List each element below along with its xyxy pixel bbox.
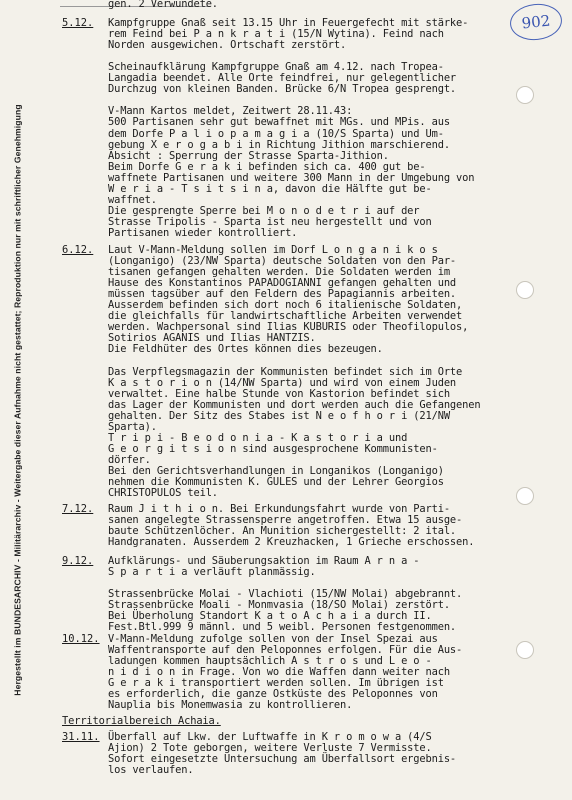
- text-line: los verlaufen.: [108, 764, 194, 777]
- text-line: Laut V-Mann-Meldung sollen im Dorf L o n g a n i k o s: [108, 244, 438, 256]
- page-number-stamp: [508, 1, 563, 42]
- text-line: (Longanigo) (23/NW Sparta) deutsche Soldaten von den Par-: [108, 255, 457, 268]
- text-line: 500 Partisanen sehr gut bewaffnet mit MGs. und MPis. aus: [108, 116, 450, 129]
- text-line: Norden ausgewichen. Ortschaft zerstört.: [108, 39, 347, 52]
- text-line: Überfall auf Lkw. der Luftwaffe in K r o m o w a (4/S: [108, 731, 432, 743]
- text-line: Fest.Btl.999 9 männl. und 5 weibl. Personen festgenommen.: [108, 621, 457, 634]
- text-line: G e r a k i transportiert werden sollen. Im übrigen ist: [108, 677, 444, 690]
- text-line: W e r i a - T s i t s i n a, davon die Hälfte gut be-: [108, 182, 432, 195]
- punch-hole: [516, 641, 534, 659]
- text-line: Bei den Gerichtsverhandlungen in Longanikos (Longanigo): [108, 465, 444, 477]
- entry-date: 9.12.: [62, 555, 94, 567]
- entry-date: 6.12.: [62, 244, 94, 256]
- text-line: G e o r g i t s i o n sind ausgesprochene Kommunisten-: [108, 442, 438, 455]
- text-line: Absicht : Sperrung der Strasse Sparta-Jithion.: [108, 149, 389, 162]
- text-line: sanen angelegte Strassensperre angetroffen. Etwa 15 ausge-: [108, 514, 463, 527]
- text-line: Nauplia bis Monemwasia zu kontrollieren.: [108, 699, 353, 712]
- text-line: Strassenbrücke Moali - Monmvasia (18/SO Molai) zerstört.: [108, 599, 450, 612]
- text-line: T r i p i - B e o d o n i a - K a s t o r i a und: [108, 431, 408, 444]
- text-line: n i d i o n in Frage. Von wo die Waffen dann weiter nach: [108, 666, 450, 679]
- text-line: dem Dorfe P a l i o p a m a g i a (10/S Sparta) und Um-: [108, 127, 444, 140]
- text-line: Die Feldhüter des Ortes können dies bezeugen.: [108, 343, 383, 356]
- text-line: Raum J i t h i o n. Bei Erkundungsfahrt wurde von Parti-: [108, 503, 450, 515]
- text-line: V-Mann-Meldung zufolge sollen von der Insel Spezai aus: [108, 633, 438, 645]
- text-line: Ausserdem befinden sich dort noch 6 italienische Soldaten,: [108, 299, 463, 312]
- text-line: verwaltet. Eine halbe Stunde von Kastorion befindet sich: [108, 387, 450, 400]
- text-line: es erforderlich, die ganze Ostküste des Peloponnes von: [108, 688, 438, 701]
- text-line: Scheinaufklärung Kampfgruppe Gnaß am 4.12. nach Tropea-: [108, 61, 444, 74]
- text-line: gen. 2 Verwundete.: [108, 0, 218, 10]
- text-line: waffnete Partisanen und weitere 300 Mann in der Umgebung von: [108, 171, 475, 184]
- text-line: das Lager der Kommunisten und dort werden auch die Gefangenen: [108, 398, 481, 411]
- text-line: CHRISTOPULOS teil.: [108, 487, 218, 500]
- punch-hole: [516, 281, 534, 299]
- text-line: Strasse Tripolis - Sparta ist neu hergestellt und von: [108, 215, 432, 228]
- text-line: werden. Wachpersonal sind Ilias KUBURIS oder Theofilopulos,: [108, 321, 469, 334]
- text-line: Partisanen wieder kontrolliert.: [108, 226, 298, 239]
- text-line: baute Schützenlöcher. An Munition sichergestellt: 2 ital.: [108, 525, 457, 538]
- text-line: Strassenbrücke Molai - Vlachioti (15/NW Molai) abgebrannt.: [108, 588, 463, 601]
- punch-hole: [516, 86, 534, 104]
- text-line: dörfer.: [108, 453, 151, 466]
- entry-date: 10.12.: [62, 633, 100, 645]
- text-line: Sparta).: [108, 420, 157, 433]
- text-line: müssen tagsüber auf den Feldern des Papagiannis arbeiten.: [108, 288, 457, 301]
- entry-date: 31.11.: [62, 731, 100, 743]
- text-line: Die gesprengte Sperre bei M o n o d e t r i auf der: [108, 204, 420, 217]
- text-line: Waffentransporte auf den Peloponnes erfolgen. Für die Aus-: [108, 644, 463, 657]
- text-line: waffnet.: [108, 193, 157, 206]
- text-line: rem Feind bei P a n k r a t i (15/N Wytina). Feind nach: [108, 28, 444, 41]
- text-line: V-Mann Kartos meldet, Zeitwert 28.11.43:: [108, 105, 353, 118]
- text-line: Ajion) 2 Tote geborgen, weitere Verluste 7 Vermisste.: [108, 742, 432, 755]
- text-line: Das Verpflegsmagazin der Kommunisten befindet sich im Orte: [108, 365, 463, 378]
- text-line: tisanen gefangen gehalten werden. Die Soldaten werden im: [108, 266, 450, 279]
- text-line: K a s t o r i o n (14/NW Sparta) und wird von einem Juden: [108, 376, 457, 389]
- entry-date: 7.12.: [62, 503, 94, 515]
- text-line: Beim Dorfe G e r a k i befinden sich ca. 400 gut be-: [108, 160, 426, 173]
- text-line: Kampfgruppe Gnaß seit 13.15 Uhr in Feuergefecht mit stärke-: [108, 17, 469, 29]
- text-line: Handgranaten. Ausserdem 2 Kreuzhacken, 1 Grieche erschossen.: [108, 536, 475, 549]
- section-heading: Territorialbereich Achaia.: [62, 715, 221, 727]
- text-line: Hause des Konstantinos PAPADOGIANNI gefangen gehalten und: [108, 277, 457, 290]
- archive-notice: Hergestellt im BUNDESARCHIV - Militärarchiv - Weitergabe dieser Aufnahme nicht gestattet; Reproduktion nur mit schriftlicher Genehmigung: [13, 104, 24, 696]
- text-line: Sotirios AGANIS und Ilias HANTZIS.: [108, 332, 316, 345]
- text-line: ladungen kommen hauptsächlich A s t r o s und L e o -: [108, 655, 432, 668]
- text-line: die gleichfalls für landwirtschaftliche Arbeiten verwendet: [108, 310, 463, 323]
- text-line: Bei Überholung Standort K a t o A c h a i a durch II.: [108, 610, 432, 623]
- text-line: gehalten. Der Sitz des Stabes ist N e o f h o r i (21/NW: [108, 409, 450, 422]
- text-line: Langadia beendet. Alle Orte feindfrei, nur gelegentlicher: [108, 72, 457, 85]
- stamp-number: 902: [520, 11, 552, 33]
- archive-sidebar: [6, 0, 30, 800]
- text-line: gebung X e r o g a b i in Richtung Jithion marschierend.: [108, 138, 450, 151]
- text-line: Sofort eingesetzte Untersuchung am Überfallsort ergebnis-: [108, 753, 457, 766]
- entry-date: 5.12.: [62, 17, 94, 29]
- text-line: Durchzug von kleinen Banden. Brücke 6/N Tropea gesprengt.: [108, 83, 457, 96]
- text-line: Aufklärungs- und Säuberungsaktion im Raum A r n a -: [108, 555, 420, 567]
- punch-hole: [516, 487, 534, 505]
- text-line: S p a r t i a verläuft planmässig.: [108, 566, 316, 579]
- text-line: nehmen die Kommunisten K. GULES und der Lehrer Georgios: [108, 476, 444, 489]
